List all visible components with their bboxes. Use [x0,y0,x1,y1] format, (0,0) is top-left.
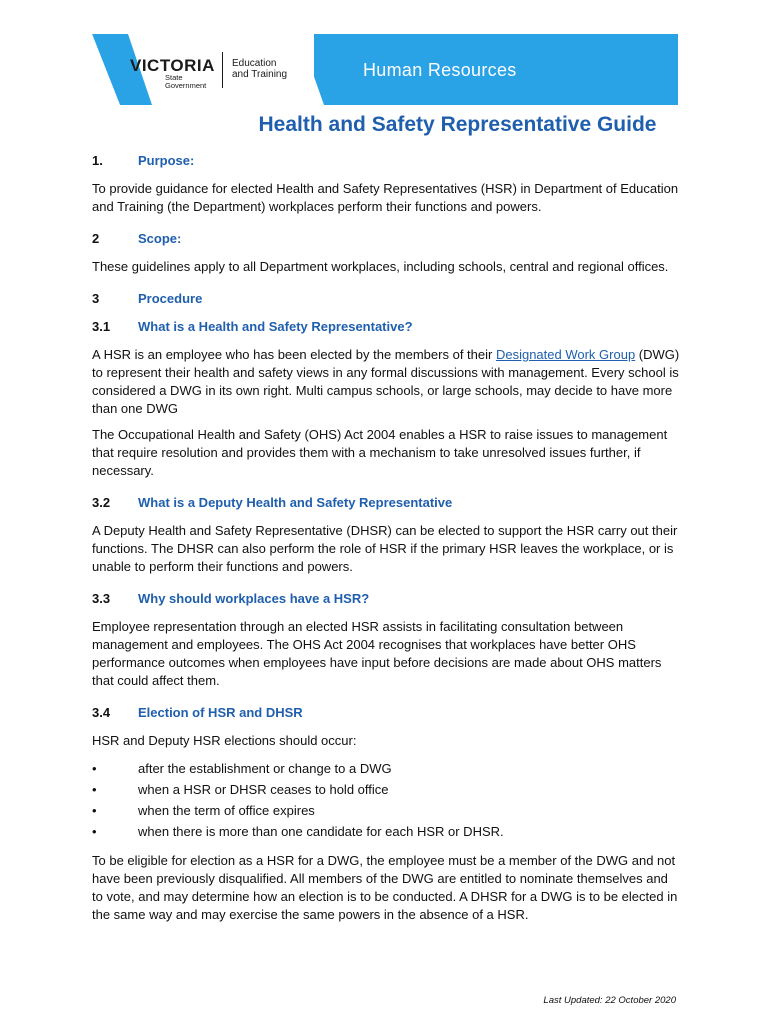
list-item-text: when a HSR or DHSR ceases to hold office [138,782,389,797]
list-item-text: when there is more than one candidate for each HSR or DHSR. [138,824,504,839]
eligibility-text: To be eligible for election as a HSR for a DWG, the employee must be a member of the DWG and not have been previously disqualified. All members of the DWG are entitled to nominate themselves and to vote, and may determine how an election is to be conducted. A DHSR for a DWG is to be elected in the same way and may exercise the same powers in the absence of a HSR. [92,853,678,922]
scope-text: These guidelines apply to all Department workplaces, including schools, central and regional offices. [92,259,669,274]
section-title: What is a Health and Safety Representative? [138,319,413,334]
section-title: Election of HSR and DHSR [138,705,303,720]
dhsr-text: A Deputy Health and Safety Representative (DHSR) can be elected to support the HSR carry out their functions. The DHSR can also perform the role of HSR if the primary HSR leaves the workplace, or is unable to perform their functions and powers. [92,523,678,574]
document-title: Health and Safety Representative Guide [258,113,657,136]
section-title: Procedure [138,291,203,306]
section-number: 3 [92,291,100,306]
purpose-text: To provide guidance for elected Health and Safety Representatives (HSR) in Department of Education and Training (the Department) workplaces perform their functions and powers. [92,181,679,214]
designated-work-group-link[interactable]: Designated Work Group [495,347,636,362]
list-item [92,758,682,779]
list-item [92,800,682,821]
election-intro-text: HSR and Deputy HSR elections should occur: [92,733,357,748]
list-item-text: when the term of office expires [138,803,315,818]
section-title: Why should workplaces have a HSR? [138,591,370,606]
bullet: • [92,782,97,797]
section-3-3-heading [92,590,682,608]
logo-divider [222,52,223,88]
section-number: 1. [92,153,103,168]
state-government-label: State Government [165,73,207,90]
why-hsr-text: Employee representation through an elected HSR assists in facilitating consultation between management and employees. The OHS Act 2004 recognises that workplaces have better OHS performance outcomes when employees have input before decisions are made about OHS matters that could affect them. [92,619,662,688]
text-run: A HSR is an employee who has been elected by the members of their [92,347,496,362]
victoria-logo: VICTORIA [130,56,215,75]
section-3-4-heading [92,704,682,722]
list-item-text: after the establishment or change to a DWG [138,761,392,776]
section-3-1-heading [92,318,682,336]
text-run: (DWG) to represent their health and safety views in any formal discussions with management. Every school is considered a DWG in its own right. Multi campus schools, or large schools, may decide to have more than one DWG [92,347,680,416]
list-item [92,779,682,800]
election-occasions-list [92,758,682,842]
section-3-2-heading [92,494,682,512]
document-body [92,152,682,938]
ohs-act-text: The Occupational Health and Safety (OHS) Act 2004 enables a HSR to raise issues to management that require resolution and provides them with a mechanism to take unresolved issues further, if necessary. [92,427,668,478]
section-title: Scope: [138,231,182,246]
section-number: 2 [92,231,100,246]
section-number: 3.2 [92,495,111,510]
section-title: Purpose: [138,153,195,168]
section-procedure-heading [92,290,682,308]
section-number: 3.4 [92,705,111,720]
list-item [92,821,682,842]
hsr-definition-text [92,346,682,418]
section-purpose-heading [92,152,682,170]
section-number: 3.1 [92,319,111,334]
human-resources-banner-label: Human Resources [363,60,517,80]
section-number: 3.3 [92,591,111,606]
bullet: • [92,824,97,839]
section-title: What is a Deputy Health and Safety Representative [138,495,453,510]
section-scope-heading [92,230,682,248]
bullet: • [92,803,97,818]
department-label: Education and Training [232,58,288,80]
last-updated-footer: Last Updated: 22 October 2020 [543,995,676,1006]
bullet: • [92,761,97,776]
